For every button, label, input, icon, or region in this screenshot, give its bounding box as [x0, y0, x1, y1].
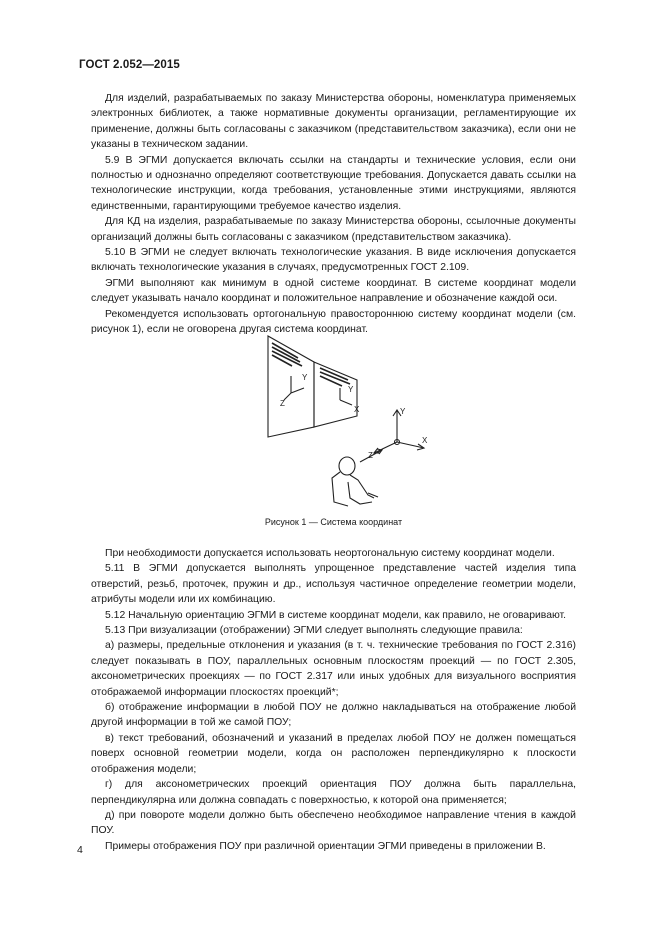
coordinate-system-figure: [262, 330, 452, 520]
main-z-label: Z: [368, 451, 373, 460]
paragraph: Рекомендуется использовать ортогональную правостороннюю систему координат модели (см. рисунок 1), если не оговорена другая система координат.: [91, 308, 576, 336]
paragraph: Примеры отображения ПОУ при различной ориентации ЭГМИ приведены в приложении В.: [105, 840, 546, 852]
paragraph: Для изделий, разрабатываемых по заказу Министерства обороны, номенклатура применяемых электронных библиотек, а также нормативные документы организации, регламентирующие их применение, должны быть согласованы с заказчиком (представительством заказчика), если они не указаны в техническом задании.: [91, 93, 576, 151]
paragraph: 5.10 В ЭГМИ не следует включать технологические указания. В виде исключения допускается включать технологические указания в случаях, предусмотренных ГОСТ 2.109.: [91, 247, 576, 274]
right-plane-y-label: Y: [348, 385, 354, 394]
main-x-label: X: [422, 436, 428, 445]
plane-text-hatching: [272, 343, 350, 386]
right-plane-x-label: X: [354, 405, 360, 414]
left-plane-x-axis: [291, 388, 304, 393]
viewer-body: [332, 472, 348, 506]
main-y-label: Y: [400, 407, 406, 416]
paragraph: д) при повороте модели должно быть обеспечено необходимое направление чтения в каждой ПОУ.: [91, 809, 576, 837]
right-plane-x-axis: [340, 400, 352, 405]
left-plane-z-label: Z: [280, 399, 285, 408]
paragraph: г) для аксонометрических проекций ориентация ПОУ должна быть параллельна, перпендикулярна или должна совпадать с поверхностью, к которой она применяется;: [91, 779, 576, 806]
coordinate-system-illustration: [262, 330, 452, 520]
paragraph: При необходимости допускается использовать неортогональную систему координат модели.: [105, 548, 555, 559]
paragraph: в) текст требований, обозначений и указаний в пределах любой ПОУ не должен помещаться поверх основной геометрии модели, когда он расположен перпендикулярно к плоскости отображения модели;: [91, 732, 576, 775]
text-block-bottom: [91, 546, 576, 854]
paragraph: 5.13 При визуализации (отображении) ЭГМИ следует выполнять следующие правила:: [105, 625, 523, 637]
document-header: ГОСТ 2.052—2015: [79, 59, 180, 71]
viewer-hand: [368, 493, 378, 497]
main-z-axis: [374, 442, 397, 453]
paragraph: а) размеры, предельные отклонения и указания (в т. ч. технические требования по ГОСТ 2.316) следует показывать в ПОУ, параллельных основным плоскостям проекций — по ГОСТ 2.305, аксонометрических проекциях — по ГОСТ 2.317 или иных удобных для визуального восприятия отображаемой информации плоскостях проекций*;: [91, 640, 576, 698]
text-block-top: [91, 91, 576, 338]
paragraph: 5.12 Начальную ориентацию ЭГМИ в системе координат модели, как правило, не оговаривают.: [105, 609, 567, 621]
left-plane-y-label: Y: [302, 373, 308, 382]
paragraph: ЭГМИ выполняют как минимум в одной системе координат. В системе координат модели следует указывать начало координат и положительное направление и обозначение каждой оси.: [91, 277, 576, 305]
paragraph: 5.11 В ЭГМИ допускается выполнять упрощенное представление частей изделия типа отверстий, резьб, проточек, пружин и др., используя частичное определение геометрии модели, атрибуты модели или их комбинацию.: [91, 563, 576, 606]
figure-caption: Рисунок 1 — Система координат: [264, 517, 403, 527]
page-number: 4: [77, 844, 83, 856]
paragraph: Для КД на изделия, разрабатываемые по заказу Министерства обороны, ссылочные документы организаций должны быть согласованы с заказчиком (представительством заказчика).: [91, 216, 576, 243]
viewer-head: [339, 457, 355, 475]
paragraph: б) отображение информации в любой ПОУ не должно накладываться на отображение любой другой информации в той же самой ПОУ;: [91, 702, 576, 729]
left-plane-z-axis: [284, 393, 291, 400]
paragraph: 5.9 В ЭГМИ допускается включать ссылки на стандарты и технические условия, если они полностью и однозначно определяют соответствующие требования. Допускается давать ссылки на технологические инструкции, когда требования, установленные этими инструкциями, являются единственными, гарантирующими требуемое качество изделия.: [91, 154, 576, 212]
